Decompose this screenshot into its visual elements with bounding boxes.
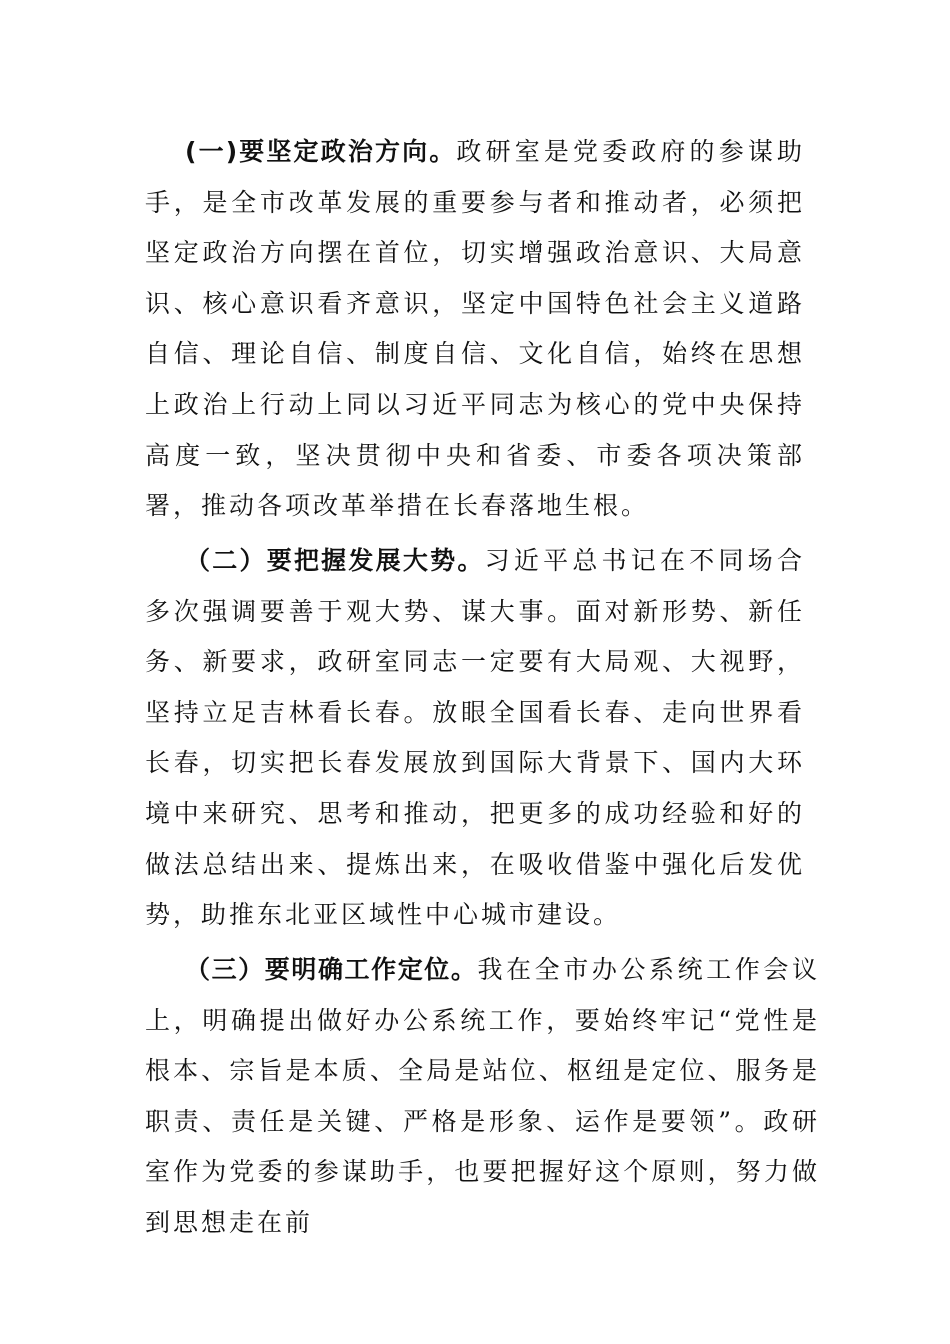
paragraph-heading: （三）要明确工作定位。 — [185, 955, 478, 984]
paragraph-body: 习近平总书记在不同场合多次强调要善于观大势、谋大事。面对新形势、新任务、新要求，政研室同志一定要有大局观、大视野，坚持立足吉林看长春。放眼全国看长春、走向世界看长春，切实把长春发展放到国际大背景下、国内大环境中来研究、思考和推动，把更多的成功经验和好的做法总结出来、提炼出来，在吸收借鉴中强化后发优势，助推东北亚区域性中心城市建设。 — [145, 546, 805, 930]
paragraph-body: 政研室是党委政府的参谋助手，是全市改革发展的重要参与者和推动者，必须把坚定政治方向摆在首位，切实增强政治意识、大局意识、核心意识看齐意识，坚定中国特色社会主义道路自信、理论自信、制度自信、文化自信，始终在思想上政治上行动上同以习近平同志为核心的党中央保持高度一致，坚决贯彻中央和省委、市委各项决策部署，推动各项改革举措在长春落地生根。 — [145, 137, 805, 521]
paragraph-heading: (一)要坚定政治方向。 — [185, 137, 457, 166]
paragraph-development-trend — [145, 536, 805, 941]
paragraph-heading: （二）要把握发展大势。 — [185, 546, 485, 575]
paragraph-political-direction — [145, 127, 805, 532]
paragraph-work-positioning — [145, 945, 820, 1249]
paragraph-body: 我在全市办公系统工作会议上，明确提出做好办公系统工作，要始终牢记“党性是根本、宗旨是本质、全局是站位、枢纽是定位、服务是职责、责任是关键、严格是形象、运作是要领”。政研室作为党委的参谋助手，也要把握好这个原则，努力做到思想走在前 — [145, 955, 820, 1237]
